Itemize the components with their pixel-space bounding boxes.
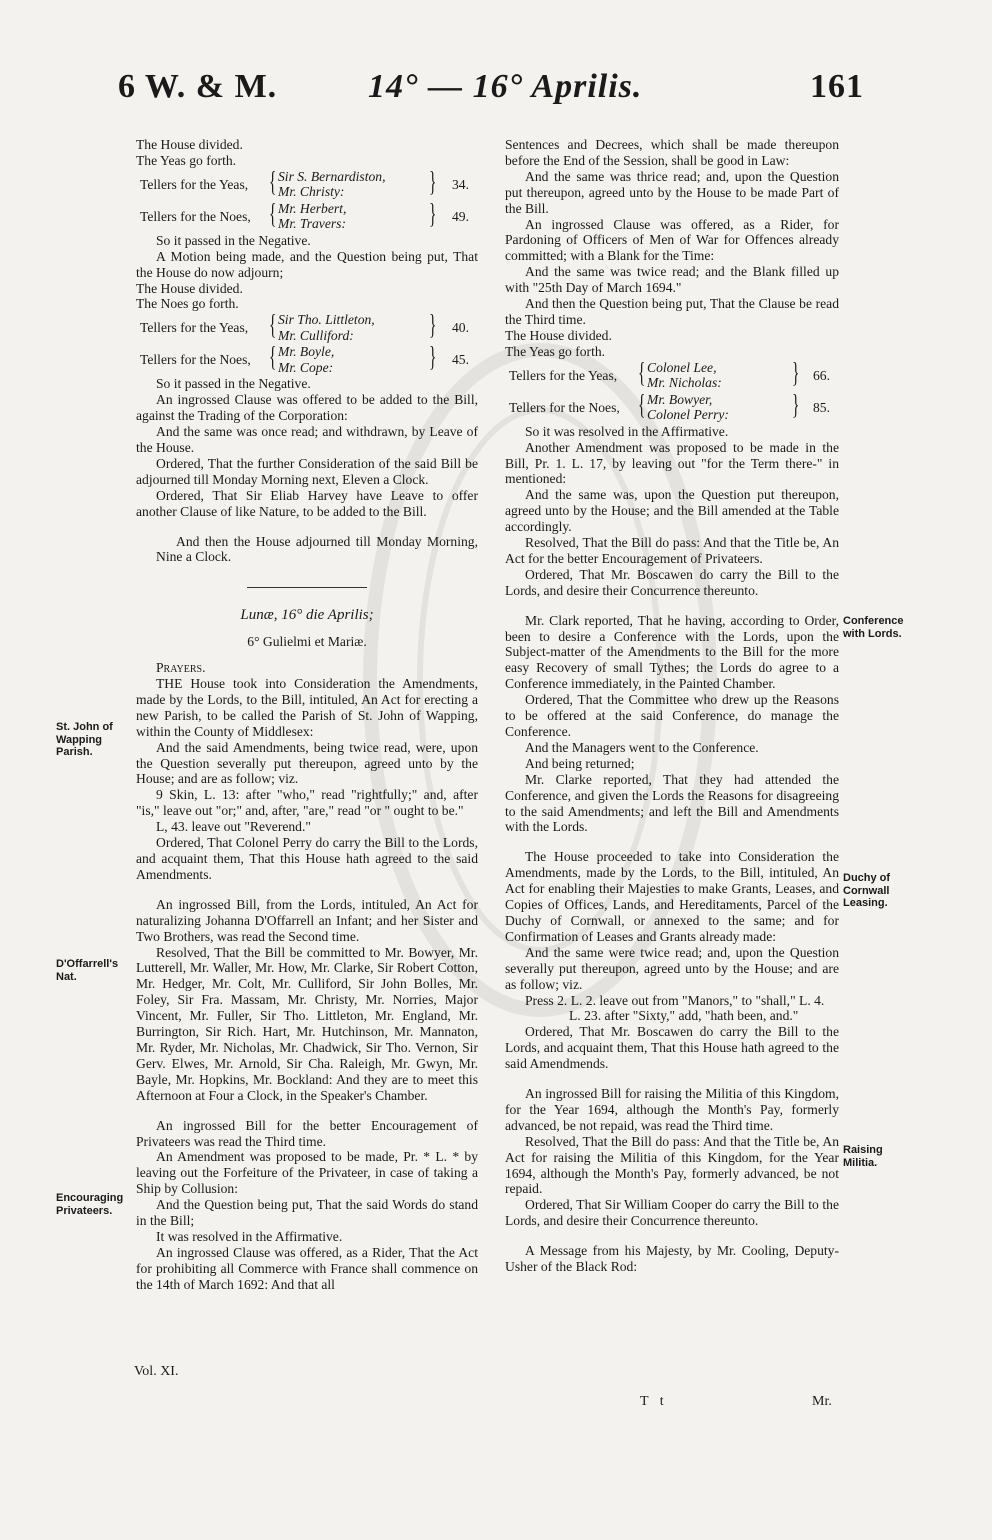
paragraph: And the same was once read; and withdrawn, by Leave of the House. [136, 424, 478, 455]
brace-left: { [269, 166, 277, 198]
tellers-label: Tellers for the Noes, [140, 208, 251, 224]
paragraph: Mr. Clarke reported, That they had attended the Conference, and given the Lords the Reasons for disagreeing to the said Amendments; and left the Bill and Amendments with the Lords. [505, 771, 839, 835]
spacer [136, 520, 478, 534]
brace-right: } [792, 389, 800, 421]
vote-count: 66. [813, 367, 830, 383]
paragraph: So it was resolved in the Affirmative. [525, 423, 729, 439]
prayers-heading: Prayers. [156, 660, 206, 676]
paragraph: Mr. Clark reported, That he having, according to Order, been to desire a Conference with the Lords, upon the Subject-matter of the Amendments to the Bill for the more easy Recovery of small Tythes; the Lords do agree to a Conference immediately, in the Painted Chamber. [505, 612, 839, 692]
brace-left: { [269, 342, 277, 374]
paragraph: L. 23. after "Sixty," add, "hath been, and." [569, 1008, 799, 1024]
teller-name: Mr. Bowyer, [647, 391, 713, 407]
order-paragraph: Ordered, That Sir Eliab Harvey have Leave to offer another Clause of like Nature, to be added to the Bill. [136, 487, 478, 519]
margin-note-privateers: Encouraging Privateers. [56, 1192, 124, 1217]
vote-count: 85. [813, 399, 830, 415]
paragraph: And then the Question being put, That the Clause be read the Third time. [505, 296, 839, 327]
brace-left: { [638, 357, 646, 389]
resolution-paragraph: Resolved, That the Bill do pass: And that the Title be, An Act for the better Encouragement of Privateers. [505, 535, 839, 566]
vote-count: 45. [452, 352, 469, 368]
brace-right: } [429, 310, 437, 342]
paragraph: An ingrossed Clause was offered, as a Rider, for Pardoning of Officers of Men of War for Offences already committed; with a Blank for the Time: [505, 216, 839, 264]
order-paragraph: Ordered, That Sir William Cooper do carry the Bill to the Lords, and desire their Concurrence thereunto. [505, 1197, 839, 1229]
tellers-label: Tellers for the Yeas, [509, 367, 618, 383]
brace-left: { [269, 310, 277, 342]
paragraph: An ingrossed Clause was offered, as a Rider, That the Act for prohibiting all Commerce with France shall commence on the 14th of March 1692: And that all [136, 1244, 478, 1292]
paragraph: And the Managers went to the Conference. [525, 739, 759, 755]
paragraph: Sentences and Decrees, which shall be made thereupon before the End of the Session, shall be good in Law: [505, 137, 839, 168]
tellers-label: Tellers for the Yeas, [140, 176, 249, 192]
teller-names [647, 360, 722, 391]
teller-name: Colonel Perry: [647, 407, 729, 423]
right-column [505, 137, 839, 1275]
paragraph: And the same was, upon the Question put thereupon, agreed unto by the House; and the Bill amended at the Table accordingly. [505, 487, 839, 535]
sitting-date: Lunæ, 16° die Aprilis; [240, 607, 374, 624]
tellers-label: Tellers for the Noes, [509, 399, 620, 415]
paragraph: Another Amendment was proposed to be made in the Bill, Pr. 1. L. 17, by leaving out "for the Term there-" in mentioned: [505, 439, 839, 487]
order-paragraph: Ordered, That Mr. Boscawen do carry the Bill to the Lords, and desire their Concurrence thereunto. [505, 566, 839, 598]
running-head-dates: 14° — 16° Aprilis. [368, 68, 643, 105]
section-divider [247, 587, 367, 588]
paragraph: The House proceeded to take into Consideration the Amendments, made by the Lords, to the Bill, intituled, An Act for enabling their Majesties to make Grants, Leases, and Copies of Offices, Lands, and Hereditaments, Parcel of the Duchy of Cornwall, or annexed to the same; and for Confirmation of Leases and Grants already made: [505, 849, 839, 944]
teller-names [278, 344, 334, 375]
margin-note-militia: Raising Militia. [843, 1144, 883, 1169]
order-paragraph: Ordered, That Colonel Perry do carry the Bill to the Lords, and acquaint them, That this House hath agreed to the said Amendments. [136, 835, 478, 882]
teller-names [278, 169, 386, 200]
paragraph: And being returned; [525, 755, 635, 771]
tellers-noes-3 [505, 389, 839, 424]
paragraph: So it passed in the Negative. [156, 376, 311, 392]
paragraph: And the same was twice read; and the Blank filled up with "25th Day of March 1694." [505, 264, 839, 296]
signature-mark: T t [640, 1394, 668, 1409]
paragraph: Press 2. L. 2. leave out from "Manors," to "shall," L. 4. [525, 992, 825, 1008]
house-divided: The House divided. [505, 327, 612, 343]
noes-go-forth: The Noes go forth. [136, 296, 239, 312]
order-paragraph: Ordered, That Mr. Boscawen do carry the Bill to the Lords, and acquaint them, That this House hath agreed to the said Amendmends. [505, 1024, 839, 1072]
house-divided: The House divided. [136, 137, 243, 152]
spacer [505, 835, 839, 849]
brace-left: { [269, 198, 277, 230]
teller-name: Sir S. Bernardiston, [278, 168, 386, 184]
teller-names [647, 392, 729, 423]
paragraph: And the said Amendments, being twice read, were, upon the Question severally put thereupon, agreed unto by the House; and are as follow; viz. [136, 739, 478, 787]
vote-count: 34. [452, 176, 469, 192]
paragraph: An ingrossed Bill for the better Encouragement of Privateers was read the Third time. [136, 1117, 478, 1149]
paragraph: L, 43. leave out "Reverend." [156, 819, 311, 835]
teller-name: Sir Tho. Littleton, [278, 312, 375, 328]
paragraph: An Amendment was proposed to be made, Pr. * L. * by leaving out the Forfeiture of the Privateer, in case of taking a Ship by Collusion: [136, 1149, 478, 1197]
left-column [136, 137, 478, 1293]
vote-count: 49. [452, 208, 469, 224]
paragraph: And the same was thrice read; and, upon the Question put thereupon, agreed unto by the House to be made Part of the Bill. [505, 168, 839, 216]
paragraph: And the same were twice read; and, upon the Question severally put thereupon, agreed unto by the House; and are as follow; viz. [505, 944, 839, 992]
tellers-yeas-2 [136, 312, 478, 344]
teller-name: Colonel Lee, [647, 359, 717, 375]
paragraph: A Motion being made, and the Question being put, That the House do now adjourn; [136, 248, 478, 280]
brace-right: } [429, 166, 437, 198]
order-paragraph: Ordered, That the Committee who drew up the Reasons to be offered at the said Conference, do manage the Conference. [505, 692, 839, 739]
tellers-noes-2 [136, 344, 478, 376]
adjournment: And then the House adjourned till Monday Morning, Nine a Clock. [156, 533, 478, 565]
running-head-regnal-year: 6 W. & M. [118, 68, 278, 105]
teller-name: Mr. Herbert, [278, 200, 347, 216]
order-paragraph: Ordered, That the further Consideration of the said Bill be adjourned till Monday Morning next, Eleven a Clock. [136, 455, 478, 487]
margin-note-wapping: St. John of Wapping Parish. [56, 721, 113, 758]
spacer [136, 883, 478, 897]
brace-right: } [429, 342, 437, 374]
teller-name: Mr. Travers: [278, 216, 346, 232]
yeas-go-forth: The Yeas go forth. [136, 152, 237, 168]
spacer [505, 1229, 839, 1243]
teller-name: Mr. Nicholas: [647, 375, 722, 391]
brace-right: } [792, 357, 800, 389]
resolution-paragraph: Resolved, That the Bill be committed to Mr. Bowyer, Mr. Lutterell, Mr. Waller, Mr. How, Mr. Clarke, Sir Robert Cotton, Mr. Hedger, Mr. Colt, Mr. Culliford, Sir John Bolles, Mr. Foley, Sir Fra. Massam, Mr. Christy, Mr. Norries, Major Vincent, Mr. Fuller, Sir Tho. Littleton, Mr. England, Mr. Burrington, Sir Rich. Hart, Mr. Hutchinson, Mr. Mannaton, Mr. Ryder, Mr. Nicholas, Mr. Chadwick, Sir Tho. Vernon, Sir Gerv. Elwes, Mr. Arnold, Sir Cha. Raleigh, Mr. Gwyn, Mr. Bayle, Mr. Hopkins, Mr. Bockland: And they are to meet this Afternoon at Four a Clock, in the Speaker's Chamber. [136, 944, 478, 1103]
teller-names [278, 312, 375, 343]
paragraph: 9 Skin, L. 13: after "who," read "rightfully;" and, after "is," leave out "or;" and, after, "are," read "or " ought to be." [136, 787, 478, 819]
tellers-yeas-3 [505, 357, 839, 392]
spacer [136, 650, 478, 660]
paragraph: And the Question being put, That the said Words do stand in the Bill; [136, 1197, 478, 1229]
margin-note-conference: Conference with Lords. [843, 615, 904, 640]
vote-count: 40. [452, 320, 469, 336]
tellers-yeas-1 [136, 166, 478, 201]
margin-note-offarrell: D'Offarrell's Nat. [56, 958, 119, 983]
teller-name: Mr. Cope: [278, 359, 334, 375]
brace-right: } [429, 198, 437, 230]
spacer [505, 1072, 839, 1086]
spacer [505, 599, 839, 613]
paragraph: So it passed in the Negative. [156, 232, 311, 248]
paragraph: An ingrossed Bill for raising the Militia of this Kingdom, for the Year 1694, although the Month's Pay, formerly advanced, be not repaid, was read the Third time. [505, 1086, 839, 1133]
teller-names [278, 201, 346, 232]
tellers-label: Tellers for the Yeas, [140, 320, 249, 336]
paragraph: It was resolved in the Affirmative. [156, 1228, 343, 1244]
tellers-label: Tellers for the Noes, [140, 352, 251, 368]
catchword: Mr. [812, 1394, 832, 1409]
paragraph: An ingrossed Clause was offered to be added to the Bill, against the Trading of the Corporation: [136, 392, 478, 424]
regnal-year: 6° Gulielmi et Mariæ. [247, 634, 367, 650]
teller-name: Mr. Boyle, [278, 344, 335, 360]
house-divided: The House divided. [136, 280, 243, 296]
paragraph: An ingrossed Bill, from the Lords, intituled, An Act for naturalizing Johanna D'Offarrell an Infant; and her Sister and Two Brothers, was read the Second time. [136, 896, 478, 944]
margin-note-duchy: Duchy of Cornwall Leasing. [843, 872, 891, 909]
page-number: 161 [810, 68, 864, 105]
paragraph: A Message from his Majesty, by Mr. Cooling, Deputy-Usher of the Black Rod: [505, 1243, 839, 1275]
resolution-paragraph: Resolved, That the Bill do pass: And that the Title be, An Act for raising the Militia of this Kingdom, for the Year 1694, although the Month's Pay, formerly advanced, be not repaid. [505, 1133, 839, 1197]
teller-name: Mr. Culliford: [278, 327, 354, 343]
spacer [136, 624, 478, 634]
volume-number: Vol. XI. [134, 1364, 179, 1379]
spacer [136, 1104, 478, 1118]
teller-name: Mr. Christy: [278, 184, 345, 200]
paragraph: THE House took into Consideration the Amendments, made by the Lords, to the Bill, intituled, An Act for erecting a new Parish, to be called the Parish of St. John of Wapping, within the County of Middlesex: [136, 676, 478, 739]
brace-left: { [638, 389, 646, 421]
yeas-go-forth: The Yeas go forth. [505, 343, 606, 359]
tellers-noes-1 [136, 198, 478, 233]
